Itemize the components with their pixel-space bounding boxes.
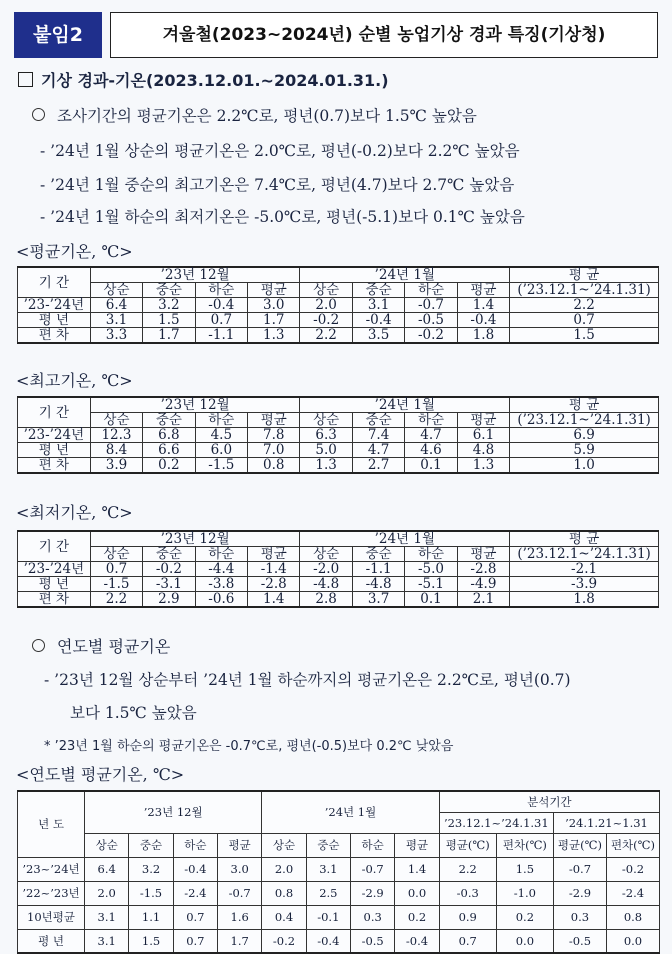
circle-bullet-icon xyxy=(32,108,45,121)
cell-value: 4.6 xyxy=(405,443,457,458)
table-row xyxy=(18,857,660,881)
cell-value: 0.8 xyxy=(248,458,300,474)
cell-value: 7.4 xyxy=(352,428,404,443)
row-name: 평 년 xyxy=(18,929,85,953)
cell-value: -0.7 xyxy=(553,857,606,881)
cell-value: -1.1 xyxy=(352,562,404,577)
header-col: 편차(℃) xyxy=(496,833,553,857)
header-year: 년 도 xyxy=(18,791,85,857)
page-title: 겨울철(2023~2024년) 순별 농업기상 경과 특징(기상청) xyxy=(110,12,658,58)
yearly-note: * ’23년 1월 하순의 평균기온은 -0.7℃로, 평년(-0.5)보다 0.2℃ 낮았음 xyxy=(44,739,454,754)
cell-value: 7.8 xyxy=(248,428,300,443)
cell-value: 4.7 xyxy=(405,428,457,443)
cell-value: 2.8 xyxy=(300,592,352,608)
page-header xyxy=(14,12,658,58)
cell-value: 0.3 xyxy=(553,905,606,929)
table-row xyxy=(18,905,660,929)
cell-value: 0.1 xyxy=(405,458,457,474)
cell-value: 1.6 xyxy=(218,905,262,929)
cell-value: 1.4 xyxy=(457,298,509,313)
cell-value: 3.1 xyxy=(352,298,404,313)
row-name: ’23-’24년 xyxy=(18,298,91,313)
cell-value: -2.9 xyxy=(351,881,395,905)
header-col: 평균 xyxy=(248,547,300,562)
cell-average: 1.8 xyxy=(510,592,659,608)
row-name: 평 년 xyxy=(18,577,91,592)
row-name: ’22~’23년 xyxy=(18,881,85,905)
cell-average: -2.1 xyxy=(510,562,659,577)
header-col: 하순 xyxy=(173,833,217,857)
cell-value: -3.8 xyxy=(195,577,247,592)
cell-value: -1.1 xyxy=(195,328,247,344)
cell-value: 3.7 xyxy=(352,592,404,608)
header-col: 평균 xyxy=(457,547,509,562)
cell-value: 4.5 xyxy=(195,428,247,443)
cell-value: 0.8 xyxy=(606,905,659,929)
cell-value: -2.4 xyxy=(606,881,659,905)
cell-value: 3.1 xyxy=(90,313,142,328)
row-name: 평 년 xyxy=(18,313,91,328)
cell-value: 2.0 xyxy=(262,857,306,881)
checkbox-square-icon xyxy=(18,72,33,87)
header-average-range: (’23.12.1~’24.1.31) xyxy=(510,413,659,428)
header-col: 평균(℃) xyxy=(439,833,496,857)
cell-value: 3.3 xyxy=(90,328,142,344)
cell-value: -1.4 xyxy=(248,562,300,577)
header-dec: ’23년 12월 xyxy=(90,531,300,547)
header-average: 평 균 xyxy=(510,267,659,283)
header-col: 중순 xyxy=(306,833,350,857)
header-dec: ’23년 12월 xyxy=(85,791,262,833)
cell-value: 2.7 xyxy=(352,458,404,474)
header-col: 중순 xyxy=(129,833,173,857)
section-title: 기상 경과-기온(2023.12.01.~2024.01.31.) xyxy=(18,68,389,91)
header-col: 평균 xyxy=(457,283,509,298)
cell-value: 1.8 xyxy=(457,328,509,344)
cell-value: -2.9 xyxy=(553,881,606,905)
cell-value: -0.5 xyxy=(351,929,395,953)
header-average-range: (’23.12.1~’24.1.31) xyxy=(510,547,659,562)
header-period: 기 간 xyxy=(18,397,91,428)
header-jan: ’24년 1월 xyxy=(262,791,439,833)
cell-value: -0.4 xyxy=(306,929,350,953)
table-row xyxy=(18,929,660,953)
table-row xyxy=(18,428,659,443)
cell-value: 0.7 xyxy=(195,313,247,328)
cell-value: -0.7 xyxy=(218,881,262,905)
cell-value: -1.5 xyxy=(90,577,142,592)
header-period: 기 간 xyxy=(18,267,91,298)
cell-value: 2.2 xyxy=(90,592,142,608)
cell-value: 0.0 xyxy=(395,881,439,905)
header-col: 평균 xyxy=(248,283,300,298)
table-row xyxy=(18,562,659,577)
yearly-line: 보다 1.5℃ 높았음 xyxy=(70,704,197,722)
header-col: 평균 xyxy=(218,833,262,857)
cell-value: -0.7 xyxy=(351,857,395,881)
cell-value: -0.5 xyxy=(405,313,457,328)
cell-value: 6.4 xyxy=(85,857,129,881)
table-row xyxy=(18,328,659,344)
cell-value: -0.2 xyxy=(262,929,306,953)
header-col: 상순 xyxy=(90,547,142,562)
header-dec: ’23년 12월 xyxy=(90,397,300,413)
header-col: 상순 xyxy=(90,413,142,428)
header-col: 중순 xyxy=(143,283,195,298)
row-name: 편 차 xyxy=(18,328,91,344)
cell-value: 1.7 xyxy=(248,313,300,328)
header-average: 평 균 xyxy=(510,531,659,547)
cell-value: 1.4 xyxy=(248,592,300,608)
header-col: 중순 xyxy=(143,413,195,428)
cell-value: 1.5 xyxy=(496,857,553,881)
cell-value: -0.3 xyxy=(439,881,496,905)
cell-value: 3.9 xyxy=(90,458,142,474)
summary-bullet: - ’24년 1월 하순의 최저기온은 -5.0℃로, 평년(-5.1)보다 0.1℃ 높았음 xyxy=(40,208,525,226)
header-dec: ’23년 12월 xyxy=(90,267,300,283)
header-period-1: ’23.12.1~’24.1.31 xyxy=(439,812,553,833)
cell-value: -4.8 xyxy=(300,577,352,592)
header-col: 상순 xyxy=(300,413,352,428)
cell-value: -0.2 xyxy=(405,328,457,344)
header-col: 상순 xyxy=(262,833,306,857)
header-col: 평균 xyxy=(248,413,300,428)
header-col: 중순 xyxy=(143,547,195,562)
cell-value: 3.0 xyxy=(248,298,300,313)
row-name: 편 차 xyxy=(18,592,91,608)
cell-value: 7.0 xyxy=(248,443,300,458)
cell-value: 0.2 xyxy=(496,905,553,929)
cell-value: 0.7 xyxy=(173,905,217,929)
cell-value: 6.1 xyxy=(457,428,509,443)
cell-average: 6.9 xyxy=(510,428,659,443)
header-jan: ’24년 1월 xyxy=(300,531,510,547)
summary-main: 조사기간의 평균기온은 2.2℃로, 평년(0.7)보다 1.5℃ 높았음 xyxy=(32,104,477,126)
cell-value: 1.7 xyxy=(218,929,262,953)
cell-value: -2.8 xyxy=(248,577,300,592)
circle-bullet-icon xyxy=(32,639,45,652)
cell-value: 2.2 xyxy=(439,857,496,881)
summary-bullet: - ’24년 1월 상순의 평균기온은 2.0℃로, 평년(-0.2)보다 2.2℃ 높았음 xyxy=(40,142,520,160)
cell-value: 3.1 xyxy=(85,929,129,953)
cell-value: 6.8 xyxy=(143,428,195,443)
cell-average: 0.7 xyxy=(510,313,659,328)
table-row xyxy=(18,313,659,328)
cell-value: 4.7 xyxy=(352,443,404,458)
cell-value: 0.7 xyxy=(173,929,217,953)
cell-value: -2.0 xyxy=(300,562,352,577)
cell-value: -2.4 xyxy=(173,881,217,905)
header-jan: ’24년 1월 xyxy=(300,267,510,283)
header-col: 중순 xyxy=(352,413,404,428)
cell-value: 3.5 xyxy=(352,328,404,344)
cell-value: -0.7 xyxy=(405,298,457,313)
cell-value: 12.3 xyxy=(90,428,142,443)
row-name: ’23-’24년 xyxy=(18,562,91,577)
min-temp-table xyxy=(17,530,659,608)
header-col: 하순 xyxy=(351,833,395,857)
cell-value: 0.7 xyxy=(439,929,496,953)
cell-value: -4.8 xyxy=(352,577,404,592)
header-period: 기 간 xyxy=(18,531,91,562)
header-col: 상순 xyxy=(300,283,352,298)
table-label-max: <최고기온, ℃> xyxy=(16,371,133,390)
cell-value: -0.5 xyxy=(553,929,606,953)
header-period-2: ’24.1.21~1.31 xyxy=(553,812,659,833)
cell-value: 2.0 xyxy=(300,298,352,313)
cell-value: -5.0 xyxy=(405,562,457,577)
mean-temp-table xyxy=(17,266,659,344)
cell-value: 1.3 xyxy=(457,458,509,474)
max-temp-table xyxy=(17,396,659,474)
cell-value: 2.2 xyxy=(300,328,352,344)
summary-bullet: - ’24년 1월 중순의 최고기온은 7.4℃로, 평년(4.7)보다 2.7℃ 높았음 xyxy=(40,176,515,194)
table-label-mean: <평균기온, ℃> xyxy=(16,242,133,261)
cell-value: 4.8 xyxy=(457,443,509,458)
cell-value: 1.7 xyxy=(143,328,195,344)
cell-value: -2.8 xyxy=(457,562,509,577)
cell-value: -4.9 xyxy=(457,577,509,592)
cell-value: 0.2 xyxy=(395,905,439,929)
cell-value: -0.4 xyxy=(395,929,439,953)
header-col: 중순 xyxy=(352,283,404,298)
cell-value: -0.4 xyxy=(195,298,247,313)
cell-value: -5.1 xyxy=(405,577,457,592)
header-jan: ’24년 1월 xyxy=(300,397,510,413)
header-col: 평균 xyxy=(395,833,439,857)
table-row xyxy=(18,881,660,905)
table-row xyxy=(18,592,659,608)
header-col: 평균(℃) xyxy=(553,833,606,857)
cell-value: 5.0 xyxy=(300,443,352,458)
yearly-line: - ’23년 12월 상순부터 ’24년 1월 하순까지의 평균기온은 2.2℃로, 평년(0.7) xyxy=(44,671,571,689)
cell-value: -0.4 xyxy=(352,313,404,328)
cell-value: 0.2 xyxy=(143,458,195,474)
header-col: 상순 xyxy=(90,283,142,298)
table-label-yearly: <연도별 평균기온, ℃> xyxy=(16,765,185,784)
cell-value: 0.8 xyxy=(262,881,306,905)
cell-average: 5.9 xyxy=(510,443,659,458)
cell-average: 2.2 xyxy=(510,298,659,313)
cell-value: 8.4 xyxy=(90,443,142,458)
header-col: 하순 xyxy=(405,413,457,428)
cell-value: -0.2 xyxy=(143,562,195,577)
table-row xyxy=(18,298,659,313)
cell-value: 0.4 xyxy=(262,905,306,929)
cell-value: -1.0 xyxy=(496,881,553,905)
header-col: 하순 xyxy=(195,283,247,298)
header-col: 하순 xyxy=(195,547,247,562)
header-average-range: (’23.12.1~’24.1.31) xyxy=(510,283,659,298)
cell-value: 1.1 xyxy=(129,905,173,929)
cell-value: -1.5 xyxy=(195,458,247,474)
cell-value: 6.4 xyxy=(90,298,142,313)
cell-value: 3.2 xyxy=(143,298,195,313)
yearly-title: 연도별 평균기온 xyxy=(32,634,170,657)
header-col: 하순 xyxy=(405,283,457,298)
cell-value: 1.3 xyxy=(300,458,352,474)
table-row xyxy=(18,458,659,474)
cell-value: -0.2 xyxy=(606,857,659,881)
cell-value: 6.0 xyxy=(195,443,247,458)
header-col: 하순 xyxy=(405,547,457,562)
cell-value: 0.0 xyxy=(606,929,659,953)
header-col: 하순 xyxy=(195,413,247,428)
cell-value: 2.1 xyxy=(457,592,509,608)
header-col: 상순 xyxy=(85,833,129,857)
cell-value: 0.3 xyxy=(351,905,395,929)
table-label-min: <최저기온, ℃> xyxy=(16,503,133,522)
header-col: 중순 xyxy=(352,547,404,562)
cell-value: 3.0 xyxy=(218,857,262,881)
cell-value: -4.4 xyxy=(195,562,247,577)
cell-value: -0.1 xyxy=(306,905,350,929)
header-col: 상순 xyxy=(300,547,352,562)
row-name: 편 차 xyxy=(18,458,91,474)
header-col: 편차(℃) xyxy=(606,833,659,857)
cell-value: 0.9 xyxy=(439,905,496,929)
cell-average: -3.9 xyxy=(510,577,659,592)
cell-value: 6.6 xyxy=(143,443,195,458)
cell-value: 6.3 xyxy=(300,428,352,443)
cell-value: -0.6 xyxy=(195,592,247,608)
cell-value: 0.0 xyxy=(496,929,553,953)
cell-value: -0.4 xyxy=(173,857,217,881)
row-name: ’23~’24년 xyxy=(18,857,85,881)
header-analysis: 분석기간 xyxy=(439,791,659,812)
cell-value: 3.1 xyxy=(306,857,350,881)
row-name: 10년평균 xyxy=(18,905,85,929)
row-name: 평 년 xyxy=(18,443,91,458)
header-average: 평 균 xyxy=(510,397,659,413)
header-col: 평균 xyxy=(457,413,509,428)
table-row xyxy=(18,443,659,458)
cell-value: 1.3 xyxy=(248,328,300,344)
cell-value: 1.4 xyxy=(395,857,439,881)
cell-average: 1.0 xyxy=(510,458,659,474)
row-name: ’23-’24년 xyxy=(18,428,91,443)
cell-value: 0.1 xyxy=(405,592,457,608)
yearly-temp-table xyxy=(17,790,660,954)
cell-value: 2.9 xyxy=(143,592,195,608)
attachment-badge: 붙임2 xyxy=(14,12,102,58)
cell-value: -1.5 xyxy=(129,881,173,905)
cell-value: 3.2 xyxy=(129,857,173,881)
cell-average: 1.5 xyxy=(510,328,659,344)
cell-value: 2.5 xyxy=(306,881,350,905)
cell-value: -0.4 xyxy=(457,313,509,328)
cell-value: 2.0 xyxy=(85,881,129,905)
cell-value: 1.5 xyxy=(143,313,195,328)
cell-value: 0.7 xyxy=(90,562,142,577)
cell-value: 3.1 xyxy=(85,905,129,929)
cell-value: -3.1 xyxy=(143,577,195,592)
cell-value: -0.2 xyxy=(300,313,352,328)
table-row xyxy=(18,577,659,592)
cell-value: 1.5 xyxy=(129,929,173,953)
